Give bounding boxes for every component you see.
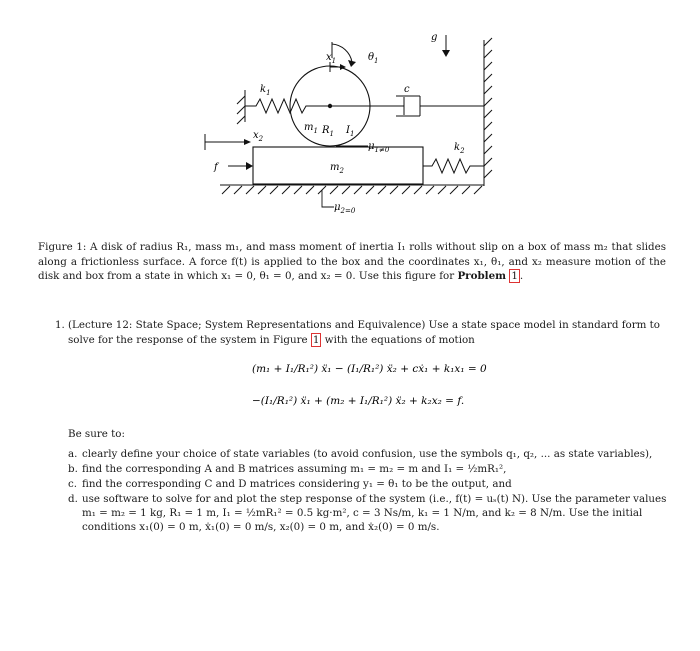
spring-k2	[423, 159, 484, 173]
problem-number: 1.	[55, 319, 65, 331]
k1-label: $k_1$	[260, 84, 271, 97]
I1-label: $I_1$	[346, 125, 355, 138]
gravity-label: g	[431, 32, 438, 43]
force-arrow	[228, 162, 253, 170]
problem-statement	[55, 318, 667, 347]
mu2-label: $\mu_{2=0}$	[334, 202, 356, 215]
spring-k1	[245, 99, 330, 113]
ground	[220, 185, 484, 194]
task-a: a. clearly define your choice of state variables (to avoid confusion, use the symbols q₁, q₂, ... as state variables),	[68, 448, 653, 460]
x2-arrow	[205, 134, 251, 150]
be-sure-heading: Be sure to:	[68, 428, 125, 440]
problem-figure-ref[interactable]: 1	[312, 333, 320, 346]
caption-end: .	[519, 270, 524, 282]
problem-text-end: with the equations of motion	[324, 333, 475, 346]
equation-2: −(I₁/R₁²) ẍ₁ + (m₂ + I₁/R₁²) ẍ₂ + k₂x₂ = f.	[252, 395, 465, 407]
task-d: d. use software to solve for and plot the step response of the system (i.e., f(t) = uₛ(t) N). Use the parameter values m₁ = m₂ = 1 kg, R₁ = 1 m, I₁ = ½mR₁² = 0.5 kg·m², c = 3 Ns/m, k₁ = 1 N/m, and k₂ = 8 N/m. Use the initial conditions x₁(0) = 0 m, ẋ₁(0) = 0 m/s, x₂(0) = 0 m, and ẋ₂(0) = 0 m/s.	[68, 493, 667, 533]
x1-label: $x_1$	[326, 52, 337, 65]
mechanical-system-figure	[0, 0, 700, 225]
R1-label: $R_1$	[322, 125, 334, 138]
c-label: c	[404, 84, 410, 95]
caption-bold: Problem	[457, 270, 507, 282]
x2-label: $x_2$	[253, 130, 264, 143]
force-label: f	[214, 162, 218, 173]
task-list	[68, 447, 668, 535]
theta-label: $\theta_1$	[368, 52, 379, 65]
mu1-label: $\mu_{1\ne 0}$	[368, 141, 390, 154]
m2-label: $m_2$	[330, 162, 344, 175]
problem-text: (Lecture 12: State Space; System Representations and Equivalence) Use a state space model in standard form to solve for the response of the system in Figure	[68, 319, 661, 346]
task-c: c. find the corresponding C and D matrices considering y₁ = θ₁ to be the output, and	[68, 478, 512, 490]
task-b: b. find the corresponding A and B matrices assuming m₁ = m₂ = m and I₁ = ½mR₁²,	[68, 463, 507, 475]
equation-1: (m₁ + I₁/R₁²) ẍ₁ − (I₁/R₁²) ẍ₂ + cẋ₁ + k₁x₁ = 0	[252, 363, 487, 375]
right-wall	[484, 38, 492, 186]
k2-label: $k_2$	[454, 142, 465, 155]
gravity-arrow	[442, 35, 450, 57]
figure-caption	[38, 240, 666, 284]
mu2-leader	[322, 190, 334, 207]
caption-text: Figure 1: A disk of radius R₁, mass m₁, and mass moment of inertia I₁ rolls without slip on a box of mass m₂ that slides along a frictionless surface. A force f(t) is applied to the box and the coordinates x₁, θ₁, and x₂ measure motion of the disk and box from a state in which x₁ = 0, θ₁ = 0, and x₂ = 0. Use this figure for	[38, 241, 666, 282]
equations-of-motion	[0, 352, 700, 422]
caption-ref[interactable]: 1	[511, 270, 518, 282]
left-wall	[237, 90, 245, 124]
m1-label: $m_1$	[304, 122, 318, 135]
damper-c	[330, 96, 484, 116]
